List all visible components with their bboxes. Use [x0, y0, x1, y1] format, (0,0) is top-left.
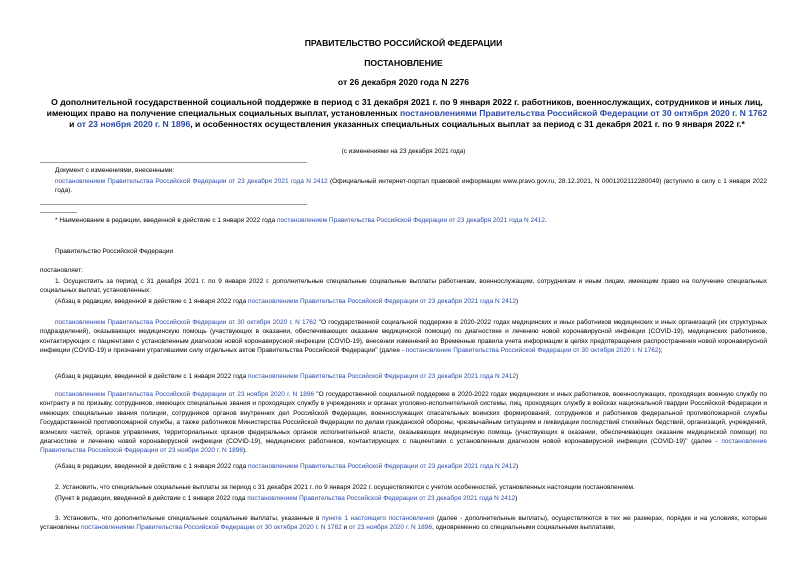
- note-link-2412[interactable]: постановлением Правительства Российской Федерации от 23 декабря 2021 года N 2412: [248, 298, 516, 305]
- decides-line: постановляет:: [40, 267, 83, 274]
- document-title: [44, 97, 770, 130]
- changes-intro: Документ с изменениями, внесенными:: [55, 167, 175, 174]
- org-heading: ПРАВИТЕЛЬСТВО РОССИЙСКОЙ ФЕДЕРАЦИИ: [304, 38, 503, 48]
- changes-link-2412[interactable]: постановлением Правительства Российской Федерации от 23 декабря 2021 года N 2412: [55, 178, 328, 185]
- changes-entry: постановлением Правительства Российской Федерации от 23 декабря 2021 года N 2412 (Официальный интернет-портал правовой информации www.pravo.gov.ru, 28.12.2021, N 0001202112280049) (вступило в силу с 1 января 2022 года).: [55, 178, 767, 195]
- paragraph-2-note: (Пункт в редакции, введенной в действие с 1 января 2022 года постановлением Правительства Российской Федерации от 23 декабря 2021 года N 2412): [55, 495, 518, 502]
- title-text-3: , и особенностях осуществления указанных специальных социальных выплат за период с 31 декабря 2021 г. по 9 января 2022 г.*: [190, 119, 745, 129]
- paragraph-1762: постановлением Правительства Российской Федерации от 30 октября 2020 г. N 1762 "О государственной социальной поддержке в 2020-2022 годах медицинских и иных работников медицинских и иных организаций (их структурных подразделений), оказывающих медицинскую помощь (участвующих в оказании, обеспечивающих оказание медицинской помощи) по диагностике и лечению новой коронавирусной инфекции (COVID-19), медицинских работников, контактирующих с пациентами с установленным диагнозом новой коронавирусной инфекции (COVID-19), внесении изменений во Временные правила учета информации в целях предотвращения распространения новой коронавирусной инфекции (COVID-19) и признании утратившими силу отдельных актов Правительства Российской Федерации" (далее - постановление Правительства Российской Федерации от 30 октября 2020 г. N 1762);: [40, 319, 767, 355]
- title-link-1762[interactable]: постановлениями Правительства Российской Федерации от 30 октября 2020 г. N 1762: [399, 108, 768, 118]
- paragraph-1762-note: (Абзац в редакции, введенной в действие с 1 января 2022 года постановлением Правительства Российской Федерации от 23 декабря 2021 года N 2412): [55, 373, 519, 380]
- note-link-2412[interactable]: постановлением Правительства Российской Федерации от 23 декабря 2021 года N 2412: [248, 463, 516, 470]
- paragraph-1896: постановлением Правительства Российской Федерации от 23 ноября 2020 г. N 1896 "О государственной социальной поддержке в 2020-2022 годах медицинских и иных работников, военнослужащих, проходящих военную службу по контракту и по призыву, сотрудников, имеющих специальные звания и проходящих службу в учреждениях и органах уголовно-исполнительной системы, лиц, проходящих службу в войсках национальной гвардии Российской Федерации и имеющих специальные звания полиции, сотрудников органов внутренних дел Российской Федерации, военнослужащих спасательных воинских формирований, сотрудников и работников федеральной противопожарной службы Государственной противопожарной службы, а также работников Министерства Российской Федерации по делам гражданской обороны, чрезвычайным ситуациям и ликвидации последствий стихийных бедствий, организаций, учреждений, воинских частей, органов управления, территориальных органов федеральных органов исполнительной власти, оказывающих медицинскую помощь (участвующих в оказании, обеспечивающих оказание медицинской помощи) по диагностике и лечению новой коронавирусной инфекции (COVID-19), медицинских работников, контактирующих с пациентами с установленным диагнозом новой коронавирусной инфекции (COVID-19)" (далее - постановление Правительства Российской Федерации от 23 ноября 2020 г. N 1896).: [40, 391, 767, 455]
- link-1896[interactable]: постановлением Правительства Российской Федерации от 23 ноября 2020 г. N 1896: [55, 391, 315, 398]
- link-1896-short[interactable]: постановление Правительства Российской Федерации от 23 ноября 2020 г. N 1896: [40, 438, 767, 455]
- title-text-1: О дополнительной государственной социальной поддержке в период с 31 декабря 2021 г. по 9 января 2022 г. работников, военнослужащих, сотрудников и иных лиц, имеющих право на получение специальных социальных выплат, установленных: [46, 97, 763, 118]
- link-1896-plural[interactable]: от 23 ноября 2020 г. N 1896: [348, 524, 432, 532]
- title-link-1896[interactable]: от 23 ноября 2020 г. N 1896: [76, 119, 191, 129]
- doc-type-heading: ПОСТАНОВЛЕНИЕ: [364, 58, 443, 68]
- note-link-2412[interactable]: постановлением Правительства Российской Федерации от 23 декабря 2021 года N 2412: [248, 373, 516, 380]
- paragraph-1: 1. Осуществить за период с 31 декабря 2021 г. по 9 января 2022 г. дополнительные специальные социальные выплаты работникам, военнослужащим, сотрудникам и иным лицам, имеющим право на получение специальных социальных выплат, установленных:: [40, 278, 767, 295]
- footnote-divider: [40, 212, 77, 213]
- edition-note: (с изменениями на 23 декабря 2021 года): [341, 148, 466, 155]
- paragraph-1-note: (Абзац в редакции, введенной в действие с 1 января 2022 года постановлением Правительства Российской Федерации от 23 декабря 2021 года N 2412): [55, 298, 519, 305]
- link-item-1[interactable]: пункте 1 настоящего постановления: [321, 515, 435, 522]
- government-line: Правительство Российской Федерации: [55, 248, 174, 255]
- divider: [40, 204, 307, 205]
- paragraph-1896-note: (Абзац в редакции, введенной в действие с 1 января 2022 года постановлением Правительства Российской Федерации от 23 декабря 2021 года N 2412): [55, 463, 519, 470]
- link-1762[interactable]: постановлением Правительства Российской Федерации от 30 октября 2020 г. N 1762: [55, 319, 317, 326]
- link-1762-plural[interactable]: постановлениями Правительства Российской Федерации от 30 октября 2020 г. N 1762: [80, 524, 342, 532]
- paragraph-3: 3. Установить, что дополнительные специальные социальные выплаты, указанные в пункте 1 настоящего постановления (далее - дополнительные выплаты), осуществляются в тех же размерах, порядке и на условиях, которые установлены постановлениями Правительства Российской Федерации от 30 октября 2020 г. N 1762 и от 23 ноября 2020 г. N 1896, одновременно со специальными социальными выплатами,: [40, 515, 767, 532]
- divider: [40, 162, 307, 163]
- date-number-heading: от 26 декабря 2020 года N 2276: [337, 77, 470, 87]
- title-text-2: и: [69, 119, 77, 129]
- note-link-2412[interactable]: постановлением Правительства Российской Федерации от 23 декабря 2021 года N 2412: [247, 495, 516, 502]
- footnote-link-2412[interactable]: постановлением Правительства Российской Федерации от 23 декабря 2021 года N 2412: [277, 217, 545, 224]
- footnote: * Наименование в редакции, введенной в действие с 1 января 2022 года постановлением Правительства Российской Федерации от 23 декабря 2021 года N 2412.: [55, 217, 547, 224]
- link-1762-short[interactable]: постановление Правительства Российской Федерации от 30 октября 2020 г. N 1762: [405, 347, 659, 355]
- paragraph-2: 2. Установить, что специальные социальные выплаты за период с 31 декабря 2021 г. по 9 января 2022 г. осуществляются с учетом особенностей, установленных настоящим постановлением.: [55, 484, 635, 491]
